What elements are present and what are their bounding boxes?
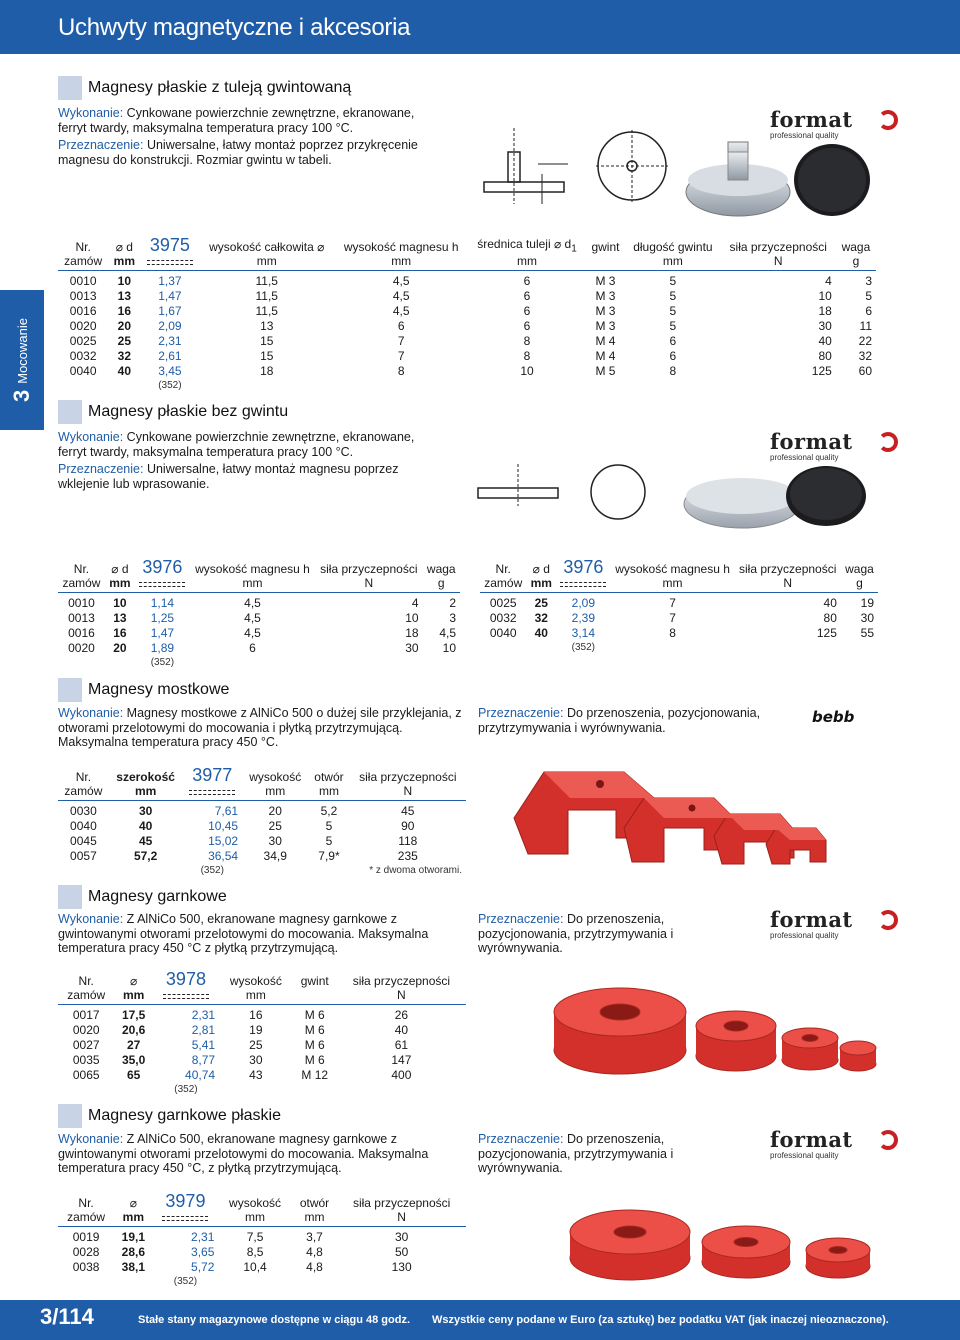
- section-marker: [58, 400, 82, 424]
- brand-logo-bebb: bebb: [812, 708, 855, 726]
- brand-logo-format: format professional quality: [770, 1130, 888, 1168]
- price-cell: 2,81: [191, 1022, 216, 1037]
- table-row: [58, 318, 876, 333]
- table-cell: 19,1: [121, 1230, 145, 1244]
- table-cell: 16: [113, 625, 127, 640]
- table-cell: 10: [113, 596, 127, 610]
- price-table-3978: Nr. ⌀ 3978 wysokość gwint siła przyczepności zamów mm mm N 0017 17,5 2,31 16 M 6 26 0020 20,6 2,81 19 M 6 40 0027 27 5,41 25 M 6 61 0035 35,0 8,77 30 M 6 147 0065 65 40,74 43 M 12 400 (352): [58, 970, 466, 1097]
- table-cell: M 3: [595, 274, 616, 288]
- price-table-3979: Nr. ⌀ 3979 wysokość otwór siła przyczepności zamów mm mm mm N 0019 19,1 2,31 7,5 3,7 30 0028 28,6 3,65 8,5 4,8 50 0038 38,1 5,72 10,4 4,8 130 (352): [58, 1192, 466, 1289]
- logo-swoosh-icon: [878, 1130, 898, 1150]
- table-row: [480, 593, 878, 611]
- section-title: Magnesy garnkowe: [88, 888, 227, 905]
- table-cell: 5: [669, 274, 677, 288]
- table-row: [58, 640, 460, 655]
- price-table-3976-b: Nr. ⌀ d 3976 wysokość magnesu h siła przyczepności waga zamów mm mm N g 0025 25 2,09 7 40 19 0032 32 2,39 7 80 30 0040 40 3,14 8 125 55 (352): [480, 558, 878, 655]
- table-cell: 10: [117, 274, 131, 288]
- section-purpose-3979: Przeznaczenie: Do przenoszenia, pozycjonowania, przytrzymywania i wyrównywania.: [478, 1132, 674, 1175]
- table-cell: M 4: [595, 348, 616, 363]
- table-cell: 40: [394, 1022, 409, 1037]
- table-cell: 20: [113, 640, 127, 655]
- table-cell: 45: [138, 833, 153, 848]
- table-cell: 3: [865, 274, 872, 288]
- table-cell: 15: [260, 333, 274, 348]
- chapter-number: 3: [9, 389, 34, 403]
- table-row: [58, 288, 876, 303]
- order-number[interactable]: 0010: [69, 274, 97, 288]
- table-cell: 10,4: [243, 1259, 267, 1274]
- table-cell: 15: [260, 348, 274, 363]
- table-cell: M 6: [304, 1037, 325, 1052]
- brand-logo-format: format professional quality: [770, 110, 888, 148]
- table-cell: 20: [117, 318, 131, 333]
- table-cell: 11: [859, 318, 872, 333]
- table-cell: 60: [858, 363, 872, 378]
- catalog-code: 3976: [142, 557, 183, 577]
- price-cell: 1,14: [150, 596, 175, 610]
- product-photo-3978: [540, 960, 880, 1080]
- price-note: (352): [200, 865, 224, 876]
- logo-swoosh-icon: [878, 432, 898, 452]
- order-number[interactable]: 0020: [69, 318, 97, 333]
- table-cell: 4,5: [244, 625, 261, 640]
- price-cell: 10,45: [208, 818, 239, 833]
- table-cell: 8: [523, 333, 531, 348]
- table-cell: 18: [818, 303, 832, 318]
- section-purpose-3977: Przeznaczenie: Do przenoszenia, pozycjonowania, przytrzymywania i wyrównywania.: [478, 706, 761, 735]
- table-row: [480, 610, 878, 625]
- table-row: [58, 1259, 466, 1274]
- table-cell: 25: [534, 596, 548, 610]
- page-number: 3/114: [40, 1304, 94, 1329]
- table-cell: 8: [669, 625, 676, 640]
- order-number[interactable]: 0025: [69, 333, 97, 348]
- table-cell: 5: [325, 818, 333, 833]
- table-row: [58, 1227, 466, 1245]
- table-cell: 32: [534, 610, 548, 625]
- table-cell: 6: [397, 318, 405, 333]
- section-description-3978: Wykonanie: Z AlNiCo 500, ekranowane magnesy garnkowe z gwintowanymi otworami przelotowymi do mocowania. Maksymalna temperatura pracy 450 °C z płytką przytrzymującą.: [58, 912, 429, 955]
- order-number[interactable]: 0032: [489, 610, 517, 625]
- section-header-3978: [58, 885, 558, 909]
- price-note: (352): [174, 1084, 198, 1095]
- table-note-row: [58, 1274, 466, 1289]
- table-cell: M 3: [595, 318, 616, 333]
- order-number[interactable]: 0045: [70, 833, 97, 848]
- table-cell: 40: [818, 333, 832, 348]
- table-cell: 10: [405, 610, 419, 625]
- table-cell: 5: [669, 318, 677, 333]
- brand-logo-format: format professional quality: [770, 432, 888, 470]
- table-cell: 147: [391, 1052, 412, 1067]
- order-number[interactable]: 0017: [72, 1008, 100, 1022]
- catalog-code: 3975: [149, 235, 190, 255]
- table-cell: 19: [860, 596, 874, 610]
- table-cell: 30: [138, 804, 153, 818]
- catalog-code: 3978: [165, 969, 206, 989]
- technical-drawing-3976: [474, 460, 564, 510]
- table-cell: 38,1: [121, 1259, 145, 1274]
- table-cell: 30: [394, 1230, 409, 1244]
- table-note-row: [58, 1082, 466, 1097]
- table-cell: 30: [818, 318, 832, 333]
- table-cell: 30: [860, 610, 874, 625]
- table-cell: 20: [268, 804, 282, 818]
- table-cell: 4,5: [244, 610, 261, 625]
- table-cell: 4: [411, 596, 419, 610]
- table-cell: 5,2: [320, 804, 338, 818]
- table-cell: 5: [865, 288, 872, 303]
- table-note-row: [58, 863, 466, 878]
- table-cell: 30: [268, 833, 282, 848]
- table-cell: 40: [138, 818, 153, 833]
- price-table-3976-a: Nr. ⌀ d 3976 wysokość magnesu h siła przyczepności waga zamów mm mm N g 0010 10 1,14 4,5 4 2 0013 13 1,25 4,5 10 3 0016 16 1,47 4,5 18 4,5 0020 20 1,89 6 30 10 (352): [58, 558, 460, 670]
- table-cell: 8: [397, 363, 405, 378]
- table-cell: 50: [394, 1244, 409, 1259]
- page-title: Uchwyty magnetyczne i akcesoria: [58, 14, 411, 41]
- page-header: [0, 0, 960, 54]
- table-cell: 6: [865, 303, 872, 318]
- order-number[interactable]: 0013: [68, 610, 95, 625]
- table-cell: 55: [860, 625, 874, 640]
- product-photo-3979: [560, 1188, 890, 1284]
- price-note: (352): [571, 642, 596, 653]
- section-header-3976: [58, 400, 558, 424]
- table-note-row: [58, 378, 876, 393]
- order-number[interactable]: 0013: [69, 288, 97, 303]
- table-row: [58, 818, 466, 833]
- table-cell: 40: [823, 596, 837, 610]
- price-cell: 2,31: [191, 1230, 215, 1244]
- table-cell: 28,6: [121, 1244, 145, 1259]
- table-cell: 6: [669, 333, 677, 348]
- footnote: * z dwoma otworami.: [369, 865, 462, 876]
- table-cell: 80: [818, 348, 832, 363]
- table-row: [58, 303, 876, 318]
- table-cell: 13: [113, 610, 127, 625]
- footer-stock-note: Stałe stany magazynowe dostępne w ciągu 48 godz.: [138, 1314, 411, 1326]
- order-number[interactable]: 0025: [489, 596, 517, 610]
- table-note-row: [58, 655, 460, 670]
- table-row: [58, 333, 876, 348]
- logo-swoosh-icon: [878, 110, 898, 130]
- table-cell: 4: [825, 274, 832, 288]
- section-header-3977: [58, 678, 558, 702]
- table-cell: 3: [449, 610, 456, 625]
- table-cell: 32: [858, 348, 872, 363]
- table-cell: 4,5: [392, 303, 410, 318]
- table-cell: 118: [398, 833, 418, 848]
- section-marker: [58, 678, 82, 702]
- barcode-icon: [162, 1216, 208, 1221]
- table-cell: 10: [520, 363, 534, 378]
- table-cell: 4,5: [392, 288, 410, 303]
- table-cell: 8: [523, 348, 531, 363]
- order-number[interactable]: 0016: [68, 625, 95, 640]
- section-description-3977: Wykonanie: Magnesy mostkowe z AlNiCo 500 o dużej sile przyklejania, z otworami przelotowymi do mocowania i płytką przytrzymującą. Maksymalna temperatura pracy 450 °C.: [58, 706, 462, 749]
- table-row: [58, 1052, 466, 1067]
- table-cell: 80: [823, 610, 837, 625]
- barcode-icon: [139, 582, 185, 587]
- catalog-code: 3979: [165, 1191, 206, 1211]
- table-cell: 2: [449, 596, 456, 610]
- barcode-icon: [163, 994, 209, 999]
- price-cell: 1,89: [150, 640, 175, 655]
- price-cell: 7,61: [214, 804, 239, 818]
- section-title: Magnesy mostkowe: [88, 681, 230, 698]
- table-cell: 125: [816, 625, 837, 640]
- table-cell: M 6: [304, 1052, 325, 1067]
- table-cell: 235: [397, 848, 418, 863]
- table-row: [58, 625, 460, 640]
- section-title: Magnesy garnkowe płaskie: [88, 1107, 281, 1124]
- table-cell: 13: [260, 318, 274, 333]
- table-cell: 5: [325, 833, 333, 848]
- table-cell: 4,5: [244, 596, 261, 610]
- table-cell: 22: [858, 333, 872, 348]
- table-cell: 11,5: [255, 288, 278, 303]
- table-cell: 30: [405, 640, 419, 655]
- table-cell: 130: [391, 1259, 412, 1274]
- barcode-icon: [189, 790, 235, 795]
- order-number[interactable]: 0035: [72, 1052, 100, 1067]
- chapter-label: Mocowanie: [14, 317, 30, 384]
- table-cell: 27: [126, 1037, 141, 1052]
- price-cell: 2,61: [158, 348, 182, 363]
- price-cell: 3,65: [191, 1244, 215, 1259]
- section-header-3979: [58, 1104, 558, 1128]
- table-cell: 35,0: [121, 1052, 146, 1067]
- order-number[interactable]: 0019: [72, 1230, 100, 1244]
- table-cell: 25: [249, 1037, 263, 1052]
- price-table-3977: Nr. szerokość 3977 wysokość otwór siła przyczepności zamów mm mm mm N 0030 30 7,61 20 5,2 45 0040 40 10,45 25 5 90 0045 45 15,02 30 5 118 0057 57,2 36,54 34,9 7,9* 235 (352) * z dwoma otworami.: [58, 766, 466, 878]
- table-cell: 16: [117, 303, 131, 318]
- price-cell: 1,67: [158, 303, 182, 318]
- table-cell: 5: [669, 303, 677, 318]
- table-cell: 57,2: [133, 848, 158, 863]
- table-row: [58, 801, 466, 819]
- table-cell: 6: [249, 640, 256, 655]
- catalog-code: 3976: [563, 557, 604, 577]
- table-cell: 40: [534, 625, 548, 640]
- barcode-icon: [147, 260, 193, 265]
- price-cell: 2,31: [191, 1008, 216, 1022]
- product-photo-3975: [682, 136, 882, 222]
- table-row: [58, 1037, 466, 1052]
- table-cell: 43: [249, 1067, 263, 1082]
- table-cell: 11,5: [255, 274, 278, 288]
- table-cell: M 4: [595, 333, 616, 348]
- table-cell: 90: [401, 818, 415, 833]
- table-cell: 6: [669, 348, 677, 363]
- table-cell: 8: [669, 363, 677, 378]
- table-cell: 7: [669, 610, 676, 625]
- price-cell: 36,54: [208, 848, 239, 863]
- table-row: [58, 1022, 466, 1037]
- order-number[interactable]: 0057: [70, 848, 97, 863]
- order-number[interactable]: 0016: [69, 303, 97, 318]
- order-number[interactable]: 0040: [70, 818, 97, 833]
- table-cell: M 12: [301, 1067, 329, 1082]
- technical-drawing-top-3976: [580, 462, 660, 522]
- table-cell: 4,8: [306, 1259, 323, 1274]
- barcode-icon: [560, 582, 606, 587]
- table-cell: M 3: [595, 288, 616, 303]
- table-cell: 18: [260, 363, 274, 378]
- table-cell: 18: [405, 625, 419, 640]
- table-row: [58, 363, 876, 378]
- order-number[interactable]: 0020: [72, 1022, 100, 1037]
- catalog-code: 3977: [192, 765, 233, 785]
- table-cell: 7: [397, 333, 405, 348]
- order-number[interactable]: 0030: [70, 804, 97, 818]
- price-cell: 2,39: [571, 610, 596, 625]
- section-description-3976: Wykonanie: Cynkowane powierzchnie zewnętrzne, ekranowane, ferryt twardy, maksymalna temperatura pracy 100 °C. Przeznaczenie: Uniwersalne, łatwy montaż magnesu poprzez wklejenie lub wprasowanie.: [58, 430, 415, 491]
- table-row: [58, 848, 466, 863]
- price-cell: 1,25: [150, 610, 175, 625]
- order-number[interactable]: 0065: [72, 1067, 100, 1082]
- order-number[interactable]: 0038: [72, 1259, 100, 1274]
- table-cell: 6: [523, 274, 531, 288]
- order-number[interactable]: 0040: [489, 625, 517, 640]
- technical-drawing-3975: [478, 124, 578, 208]
- section-header-3975: [58, 76, 558, 100]
- table-cell: 25: [117, 333, 131, 348]
- price-note: (352): [150, 657, 175, 668]
- price-table-3975: Nr. ⌀ d 3975 wysokość całkowita ⌀ wysokość magnesu h średnica tuleji ⌀ $d_1$ gwint długość gwintu siła przyczepności waga zamów mm mm mm mm mm N g 0010 10 1,37 11,5 4,5 6 M 3 5 4 3 0013 13 1,47 11,5 4,5 6 M 3 5 10 5 0016 16 1,67 11,5 4,5 6 M 3 5 18 6 0020 20 2,09 13 6 6 M 3 5 30 11 0025 25 2,31 15 7 8 M 4 6 40 22 0032 32 2,61 15 7 8 M 4 6 80 32 0040 40 3,45 18 8 10 M 5 8 125 60 (352): [58, 236, 876, 393]
- brand-logo-format: format professional quality: [770, 910, 888, 948]
- table-row: [58, 1244, 466, 1259]
- product-photo-3977: [504, 758, 864, 866]
- table-row: [58, 1005, 466, 1023]
- price-cell: 15,02: [208, 833, 239, 848]
- section-marker: [58, 76, 82, 100]
- table-cell: 6: [523, 303, 531, 318]
- section-marker: [58, 1104, 82, 1128]
- table-cell: 5: [669, 288, 677, 303]
- price-cell: 3,45: [158, 363, 182, 378]
- table-cell: 19: [249, 1022, 263, 1037]
- table-cell: 13: [117, 288, 131, 303]
- order-number[interactable]: 0027: [72, 1037, 100, 1052]
- table-row: [58, 271, 876, 289]
- footer-price-note: Wszystkie ceny podane w Euro (za sztukę) bez podatku VAT (jak inaczej nieoznaczone).: [432, 1314, 889, 1326]
- table-cell: 26: [394, 1008, 409, 1022]
- price-cell: 2,09: [571, 596, 596, 610]
- price-note: (352): [173, 1276, 198, 1287]
- table-cell: 61: [394, 1037, 409, 1052]
- order-number[interactable]: 0028: [72, 1244, 100, 1259]
- order-number[interactable]: 0010: [68, 596, 95, 610]
- table-cell: 7: [669, 596, 676, 610]
- section-description-3979: Wykonanie: Z AlNiCo 500, ekranowane magnesy garnkowe z gwintowanymi otworami przelotowymi do mocowania. Maksymalna temperatura pracy 450 °C, z płytką przytrzymującą.: [58, 1132, 429, 1175]
- table-cell: 16: [249, 1008, 263, 1022]
- price-cell: 8,77: [191, 1052, 216, 1067]
- product-photo-3976: [680, 464, 870, 534]
- order-number[interactable]: 0032: [69, 348, 97, 363]
- price-cell: 2,31: [158, 333, 182, 348]
- table-cell: 3,7: [306, 1230, 323, 1244]
- table-cell: 40: [117, 363, 131, 378]
- price-cell: 1,37: [158, 274, 182, 288]
- table-cell: 11,5: [255, 303, 278, 318]
- table-cell: 4,8: [306, 1244, 323, 1259]
- table-cell: 10: [442, 640, 456, 655]
- table-cell: 45: [401, 804, 415, 818]
- table-cell: 25: [268, 818, 282, 833]
- table-row: [58, 593, 460, 611]
- order-number[interactable]: 0040: [69, 363, 97, 378]
- price-cell: 40,74: [185, 1067, 216, 1082]
- price-cell: 5,72: [191, 1259, 215, 1274]
- table-cell: 6: [523, 318, 531, 333]
- table-cell: 6: [523, 288, 531, 303]
- table-cell: M 5: [595, 363, 616, 378]
- table-row: [58, 1067, 466, 1082]
- section-title: Magnesy płaskie z tuleją gwintowaną: [88, 79, 352, 96]
- section-description-3975: Wykonanie: Cynkowane powierzchnie zewnętrzne, ekranowane, ferryt twardy, maksymalna temperatura pracy 100 °C. Przeznaczenie: Uniwersalne, łatwy montaż poprzez przykręcenie magnesu do konstrukcji. Rozmiar gwintu w tabeli.: [58, 106, 418, 167]
- table-cell: 4,5: [392, 274, 410, 288]
- table-cell: 4,5: [439, 625, 456, 640]
- price-note: (352): [158, 380, 182, 391]
- table-row: [480, 625, 878, 640]
- section-purpose-3978: Przeznaczenie: Do przenoszenia, pozycjonowania, przytrzymywania i wyrównywania.: [478, 912, 674, 955]
- table-cell: 125: [811, 363, 832, 378]
- table-cell: 400: [391, 1067, 412, 1082]
- logo-swoosh-icon: [878, 910, 898, 930]
- table-cell: 65: [126, 1067, 141, 1082]
- table-cell: 8,5: [246, 1244, 264, 1259]
- table-cell: 20,6: [121, 1022, 146, 1037]
- table-cell: M 6: [304, 1022, 325, 1037]
- table-cell: 34,9: [263, 848, 287, 863]
- price-cell: 3,14: [571, 625, 596, 640]
- table-cell: M 6: [304, 1008, 325, 1022]
- table-cell: 7,5: [246, 1230, 264, 1244]
- order-number[interactable]: 0020: [68, 640, 95, 655]
- price-cell: 1,47: [150, 625, 175, 640]
- table-row: [58, 348, 876, 363]
- price-cell: 2,09: [158, 318, 182, 333]
- table-cell: 17,5: [121, 1008, 146, 1022]
- table-cell: 32: [117, 348, 131, 363]
- table-cell: M 3: [595, 303, 616, 318]
- section-marker: [58, 885, 82, 909]
- table-cell: 10: [818, 288, 832, 303]
- table-row: [58, 610, 460, 625]
- page-footer: [0, 1300, 960, 1340]
- chapter-tab[interactable]: [0, 290, 44, 430]
- price-cell: 5,41: [191, 1037, 216, 1052]
- table-cell: 30: [249, 1052, 263, 1067]
- section-title: Magnesy płaskie bez gwintu: [88, 403, 289, 420]
- table-cell: 7,9*: [318, 848, 340, 863]
- table-row: [58, 833, 466, 848]
- technical-drawing-top-3975: [592, 126, 672, 206]
- table-cell: 7: [397, 348, 405, 363]
- price-cell: 1,47: [158, 288, 182, 303]
